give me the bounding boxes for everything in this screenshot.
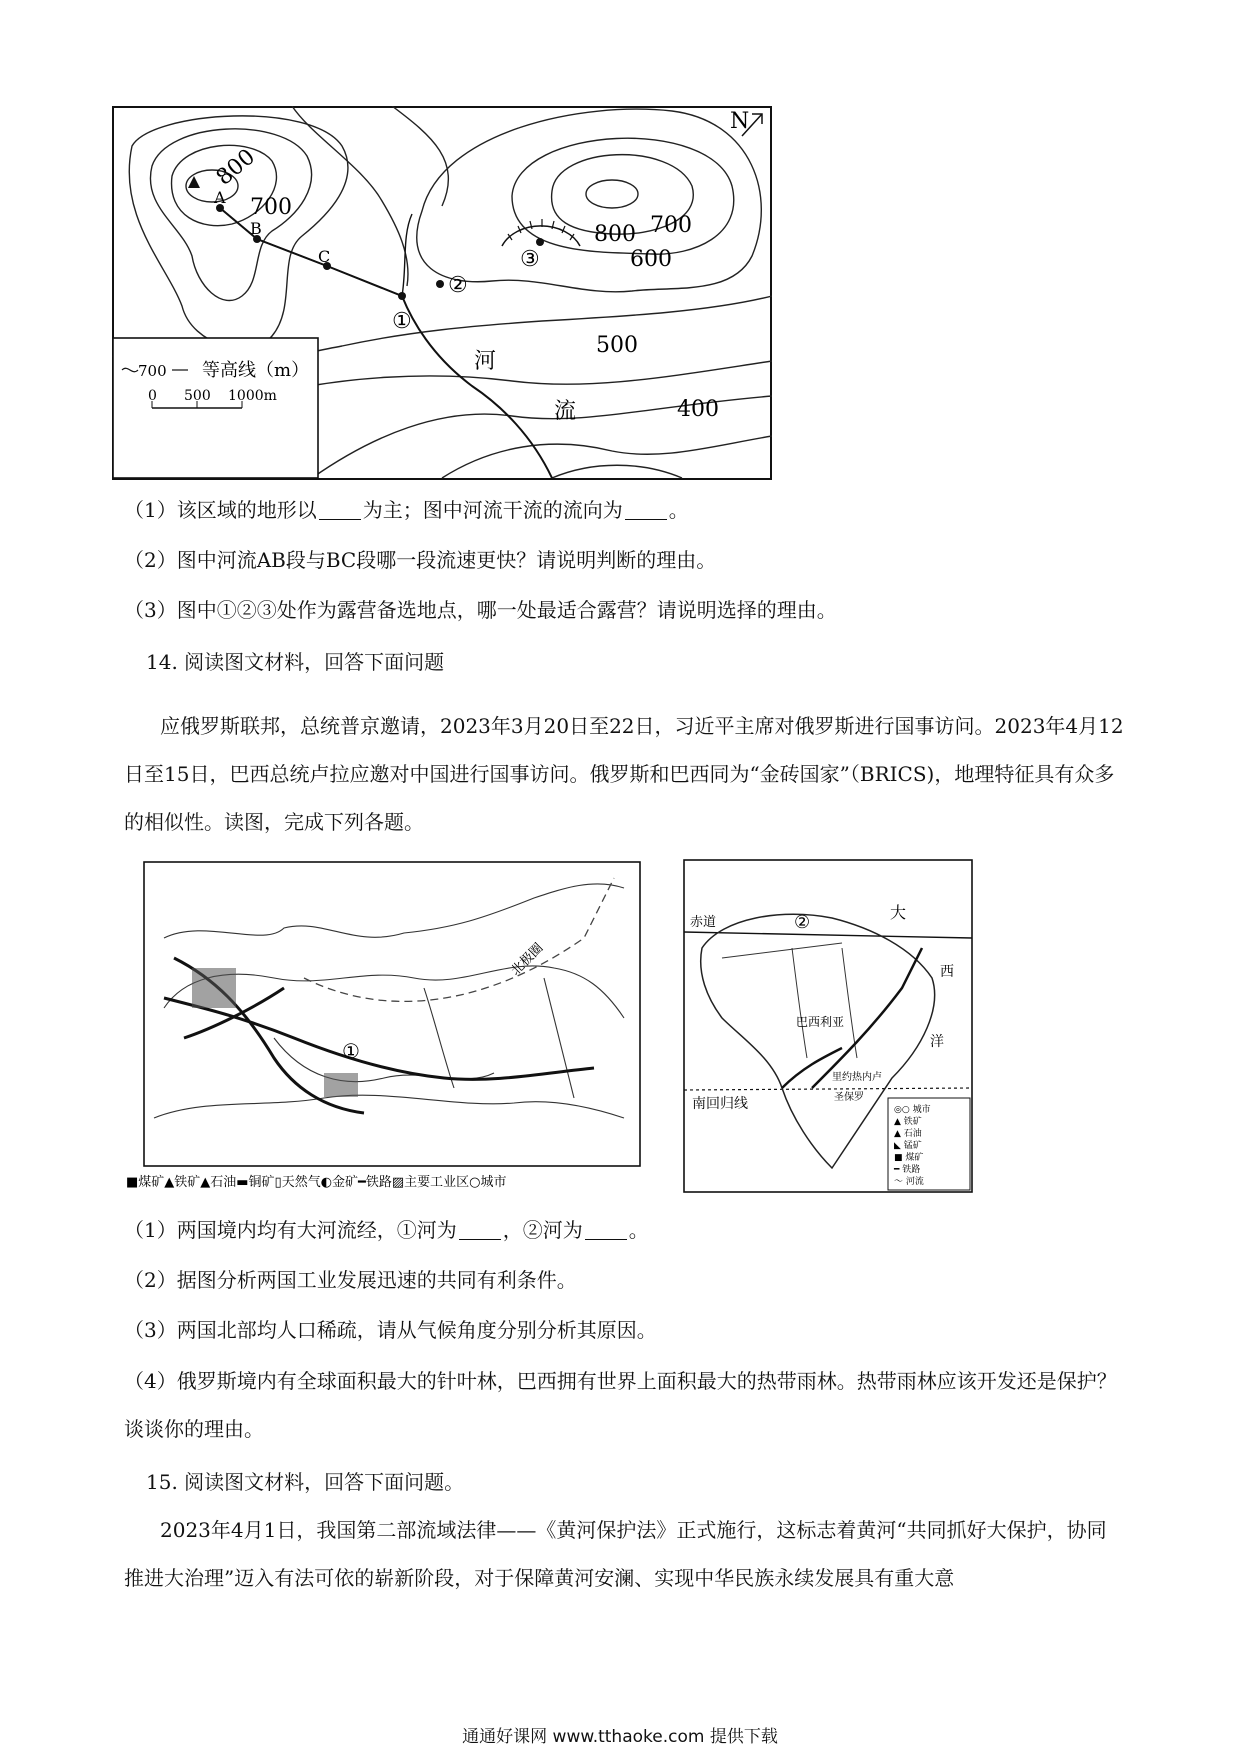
brazil-map — [682, 858, 974, 1194]
answer-blank[interactable] — [585, 1219, 627, 1240]
circled-number: ② — [794, 912, 811, 933]
circled-number: ② — [448, 273, 468, 298]
scale-label: 1000m — [228, 388, 277, 404]
legend-contour-sample: 700 — [138, 362, 167, 380]
tropic-label: 南回归线 — [692, 1096, 748, 1112]
svg-text:━ 铁路: ━ 铁路 — [894, 1165, 921, 1175]
topographic-map — [112, 106, 772, 480]
q14-sub1: （1）两国境内均有大河流经，①河为 ，②河为 。 — [124, 1218, 649, 1242]
answer-blank[interactable] — [319, 499, 361, 520]
contour-label: 700 — [650, 213, 692, 238]
svg-text:■ 煤矿: ■ 煤矿 — [894, 1153, 924, 1163]
ocean-label: 洋 — [930, 1034, 944, 1050]
q14-sub3: （3）两国北部均人口稀疏，请从气候角度分别分析其原因。 — [124, 1318, 657, 1342]
svg-text:◎○ 城市: ◎○ 城市 — [894, 1105, 931, 1115]
contour-label: 800 — [211, 144, 261, 191]
point-label: B — [250, 219, 262, 238]
q13-sub1: （1）该区域的地形以 为主；图中河流干流的流向为 。 — [124, 498, 689, 522]
scale-label: 0 — [148, 388, 157, 404]
river-label: 河 — [474, 349, 497, 374]
contour-label: 700 — [250, 195, 292, 220]
equator-label: 赤道 — [690, 915, 717, 930]
contour-label: 600 — [630, 247, 672, 272]
q15-heading: 15. 阅读图文材料，回答下面问题。 — [146, 1470, 465, 1494]
russia-map — [124, 858, 644, 1188]
answer-blank[interactable] — [459, 1219, 501, 1240]
page-footer: 通通好课网 www.tthaoke.com 提供下载 — [462, 1727, 778, 1747]
q14-sub2: （2）据图分析两国工业发展迅速的共同有利条件。 — [124, 1268, 577, 1292]
q14-heading: 14. 阅读图文材料，回答下面问题 — [146, 650, 445, 674]
city-label: 里约热内卢 — [832, 1072, 882, 1083]
arctic-circle-label: 北极圈 — [508, 940, 547, 979]
q13-sub2: （2）图中河流AB段与BC段哪一段流速更快？请说明判断的理由。 — [124, 548, 717, 572]
point-label: A — [214, 188, 226, 207]
circled-number: ① — [392, 309, 412, 334]
river-label: 流 — [554, 399, 577, 424]
svg-text:～ 河流: ～ 河流 — [894, 1177, 924, 1187]
city-label: 巴西利亚 — [796, 1015, 845, 1029]
circled-number: ③ — [520, 247, 540, 272]
point-label: C — [318, 247, 331, 266]
circled-number: ① — [342, 1039, 360, 1063]
contour-label: 400 — [677, 397, 719, 422]
svg-text:▲ 铁矿: ▲ 铁矿 — [894, 1117, 922, 1127]
ocean-label: 西 — [940, 964, 954, 980]
q14-paragraph: 应俄罗斯联邦，总统普京邀请，2023年3月20日至22日，习近平主席对俄罗斯进行国事访问。2023年4月12日至15日，巴西总统卢拉应邀对中国进行国事访问。俄罗斯和巴西同为“金砖国家”（BRICS)，地理特征具有众多的相似性。读图，完成下列各题。 — [124, 714, 1124, 834]
scale-label: 500 — [184, 388, 211, 404]
q14-sub4: （4）俄罗斯境内有全球面积最大的针叶林，巴西拥有世界上面积最大的热带雨林。热带雨林应该开发还是保护？谈谈你的理由。 — [124, 1369, 1117, 1441]
ocean-label: 大 — [890, 903, 907, 922]
contour-label: 500 — [596, 333, 638, 358]
city-label: 圣保罗 — [834, 1092, 864, 1103]
north-label: N — [730, 109, 750, 134]
q15-paragraph: 2023年4月1日，我国第二部流域法律——《黄河保护法》正式施行，这标志着黄河“共同抓好大保护，协同推进大治理”迈入有法可依的崭新阶段，对于保障黄河安澜、实现中华民族永续发展具有重大意 — [124, 1518, 1107, 1590]
legend-contour-text: 等高线（m） — [202, 360, 310, 381]
russia-legend: ■煤矿▲铁矿▲石油▬铜矿▯天然气◐金矿━铁路▨主要工业区○城市 — [126, 1175, 507, 1188]
svg-text:◣ 锰矿: ◣ 锰矿 — [894, 1141, 922, 1151]
svg-text:▲ 石油: ▲ 石油 — [894, 1129, 922, 1139]
q13-sub3: （3）图中①②③处作为露营备选地点，哪一处最适合露营？请说明选择的理由。 — [124, 598, 837, 622]
contour-label: 800 — [594, 222, 636, 247]
answer-blank[interactable] — [625, 499, 667, 520]
